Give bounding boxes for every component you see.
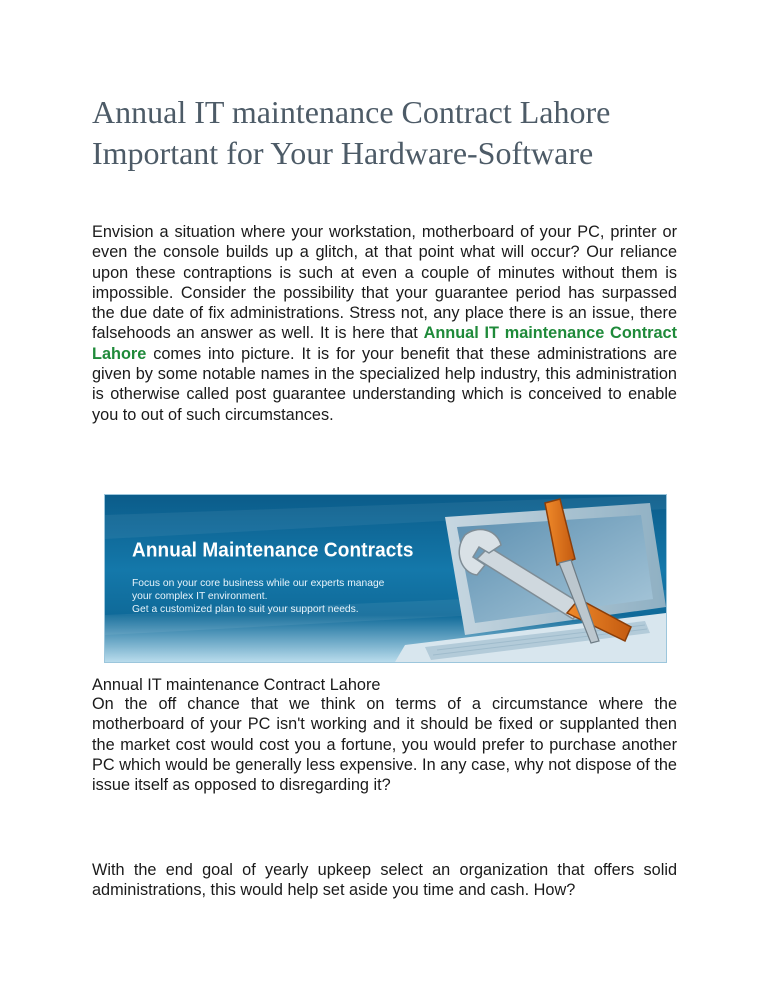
second-paragraph: On the off chance that we think on terms of a circumstance where the motherboard of your PC isn't working and it should be fixed or supplanted then the market cost would cost you a fortune, you would prefer to purchase another PC which would be generally less expensive. In any case, why not dispose of the issue itself as opposed to disregarding it? [92,695,677,795]
title-line-2: Important for Your Hardware-Software [92,135,594,171]
title-line-1: Annual IT maintenance Contract Lahore [92,94,611,130]
amc-banner-image [104,494,667,663]
third-paragraph: With the end goal of yearly upkeep select an organization that offers solid administrations, this would help set aside you time and cash. How? [92,861,677,900]
banner-line-2: your complex IT environment. [132,591,268,602]
intro-text-after: comes into picture. It is for your benefit that these administrations are given by some notable names in the specialized help industry, this administration is otherwise called post guarantee understanding which is conceived to enable you to out of such circumstances. [92,344,677,424]
contract-link[interactable]: Annual IT maintenance Contract Lahore [92,324,677,363]
intro-paragraph [92,222,677,425]
document-title [92,92,692,174]
banner-line-1: Focus on your core business while our experts manage [132,578,385,589]
banner-line-3: Get a customized plan to suit your support needs. [132,604,359,615]
image-caption: Annual IT maintenance Contract Lahore [92,676,381,694]
intro-text-before: Envision a situation where your workstation, motherboard of your PC, printer or even the console builds up a glitch, at that point what will occur? Our reliance upon these contraptions is such at even a couple of minutes without them is impossible. Consider the possibility that your guarantee period has surpassed the due date of fix administrations. Stress not, any place there is an issue, there falsehoods an answer as well. It is here that [92,223,677,343]
banner-heading: Annual Maintenance Contracts [132,539,414,562]
